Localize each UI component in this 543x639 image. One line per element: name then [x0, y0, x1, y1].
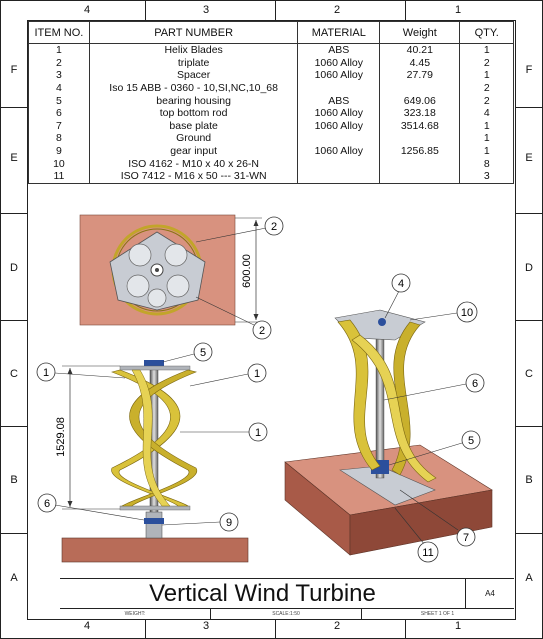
iso-view-top-bearing [378, 318, 386, 326]
zone-col-1-top: 1 [454, 4, 462, 16]
front-view [37, 343, 267, 562]
bom-cell-material: ABS [298, 44, 380, 57]
balloon-front-6-label: 6 [43, 498, 51, 510]
title-block [60, 578, 514, 619]
bom-header-item: ITEM NO. [29, 22, 90, 44]
zone-row-e-left: E [10, 152, 18, 164]
bom-header-weight: Weight [380, 22, 460, 44]
balloon-front-1c-label: 1 [254, 427, 262, 439]
balloon-iso-10-label: 10 [460, 307, 474, 319]
bom-cell-qty: 3 [460, 170, 514, 183]
bom-cell-part: ISO 4162 - M10 x 40 x 26-N [89, 157, 298, 170]
zone-col-3-bottom: 3 [202, 620, 210, 632]
leader-line [190, 374, 248, 386]
bom-cell-part: base plate [89, 120, 298, 133]
balloon-front-1b-label: 1 [253, 368, 261, 380]
sheet-field: SHEET 1 OF 1 [420, 611, 455, 617]
leader-line [162, 522, 220, 525]
bom-cell-qty: 2 [460, 57, 514, 70]
zone-col-3-top: 3 [202, 4, 210, 16]
bom-header-part: PART NUMBER [89, 22, 298, 44]
bom-cell-qty: 1 [460, 145, 514, 158]
bom-cell-material: ABS [298, 94, 380, 107]
balloon-top-a-label: 2 [270, 221, 278, 233]
zone-col-2-top: 2 [333, 4, 341, 16]
bom-cell-item: 6 [29, 107, 90, 120]
top-view-hole [129, 244, 151, 266]
bom-cell-item: 4 [29, 82, 90, 95]
zone-row-b-right: B [525, 474, 533, 486]
zone-row-d-right: D [525, 262, 533, 274]
weight-field: WEIGHT: [60, 609, 211, 619]
bom-cell-qty: 1 [460, 69, 514, 82]
zone-row-d-left: D [10, 262, 18, 274]
leader-line [55, 373, 125, 378]
bom-header-qty: QTY. [460, 22, 514, 44]
bom-cell-material: 1060 Alloy [298, 120, 380, 133]
bom-cell-qty: 2 [460, 94, 514, 107]
top-view-hole [165, 244, 187, 266]
zone-col-4-bottom: 4 [83, 620, 91, 632]
bom-cell-qty: 4 [460, 107, 514, 120]
zone-row-f-left: F [10, 64, 18, 76]
bom-cell-weight: 27.79 [380, 69, 460, 82]
bom-cell-part: gear input [89, 145, 298, 158]
bom-cell-item: 9 [29, 145, 90, 158]
top-view-hub-center [155, 268, 159, 272]
bom-cell-qty: 1 [460, 120, 514, 133]
balloon-front-9-label: 9 [225, 517, 233, 529]
bom-cell-item: 8 [29, 132, 90, 145]
zone-row-f-right: F [525, 64, 533, 76]
top-view-hole [148, 289, 166, 307]
bom-cell-weight: 3514.68 [380, 120, 460, 133]
front-view-bearing-top [144, 360, 164, 366]
zone-col-2-bottom: 2 [333, 620, 341, 632]
zone-row-e-right: E [525, 152, 533, 164]
bom-cell-item: 7 [29, 120, 90, 133]
bom-cell-item: 3 [29, 69, 90, 82]
zone-col-1-bottom: 1 [454, 620, 462, 632]
bom-cell-item: 2 [29, 57, 90, 70]
front-view-gear-input [146, 512, 162, 538]
bom-cell-item: 1 [29, 44, 90, 57]
bom-cell-material: 1060 Alloy [298, 57, 380, 70]
bom-cell-weight: 323.18 [380, 107, 460, 120]
balloon-top-b-label: 2 [258, 325, 266, 337]
leader-line [410, 313, 457, 320]
balloon-iso-5-label: 5 [467, 435, 475, 447]
bom-cell-part: bearing housing [89, 94, 298, 107]
balloon-front-1a-label: 1 [42, 367, 50, 379]
bom-cell-part: triplate [89, 57, 298, 70]
bom-cell-item: 11 [29, 170, 90, 183]
dim-text-height: 1529.08 [55, 417, 67, 457]
drawing-title: Vertical Wind Turbine [60, 579, 466, 609]
bom-cell-item: 5 [29, 94, 90, 107]
zone-row-c-left: C [10, 368, 18, 380]
balloon-iso-7-label: 7 [462, 532, 470, 544]
bom-cell-part: Helix Blades [89, 44, 298, 57]
bom-cell-weight: 649.06 [380, 94, 460, 107]
bom-cell-qty: 1 [460, 44, 514, 57]
bom-cell-weight: 1256.85 [380, 145, 460, 158]
bom-cell-qty: 1 [460, 132, 514, 145]
top-view-hole [167, 275, 189, 297]
iso-view [285, 274, 492, 562]
top-view [80, 215, 283, 339]
bom-cell-part: Ground [89, 132, 298, 145]
bom-cell-material: 1060 Alloy [298, 107, 380, 120]
bom-cell-material: 1060 Alloy [298, 69, 380, 82]
dim-text-top-view: 600.00 [241, 254, 253, 288]
top-view-hole [127, 275, 149, 297]
bom-cell-weight: 40.21 [380, 44, 460, 57]
bom-cell-part: top bottom rod [89, 107, 298, 120]
zone-row-a-left: A [10, 572, 18, 584]
bom-header-material: MATERIAL [298, 22, 380, 44]
balloon-iso-6-label: 6 [471, 378, 479, 390]
front-view-ground [62, 538, 248, 562]
balloon-front-5-label: 5 [199, 347, 207, 359]
scale-field: SCALE:1:50 [211, 609, 362, 619]
balloon-iso-11-label: 11 [422, 547, 434, 559]
front-view-bearing-bottom [144, 518, 164, 524]
zone-row-a-right: A [525, 572, 533, 584]
bom-cell-weight: 4.45 [380, 57, 460, 70]
zone-row-b-left: B [10, 474, 18, 486]
leader-line [163, 354, 194, 362]
bom-cell-material: 1060 Alloy [298, 145, 380, 158]
balloon-iso-4-label: 4 [397, 278, 405, 290]
bom-cell-qty: 8 [460, 157, 514, 170]
zone-col-4-top: 4 [83, 4, 91, 16]
bom-cell-qty: 2 [460, 82, 514, 95]
bom-cell-part: Iso 15 ABB - 0360 - 10,SI,NC,10_68 [89, 82, 298, 95]
bom-cell-part: Spacer [89, 69, 298, 82]
front-view-bottom-plate [120, 506, 190, 510]
bom-cell-item: 10 [29, 157, 90, 170]
bom-cell-part: ISO 7412 - M16 x 50 --- 31-WN [89, 170, 298, 183]
zone-row-c-right: C [525, 368, 533, 380]
sheet-size: A4 [466, 579, 514, 609]
front-view-top-plate [120, 366, 190, 370]
